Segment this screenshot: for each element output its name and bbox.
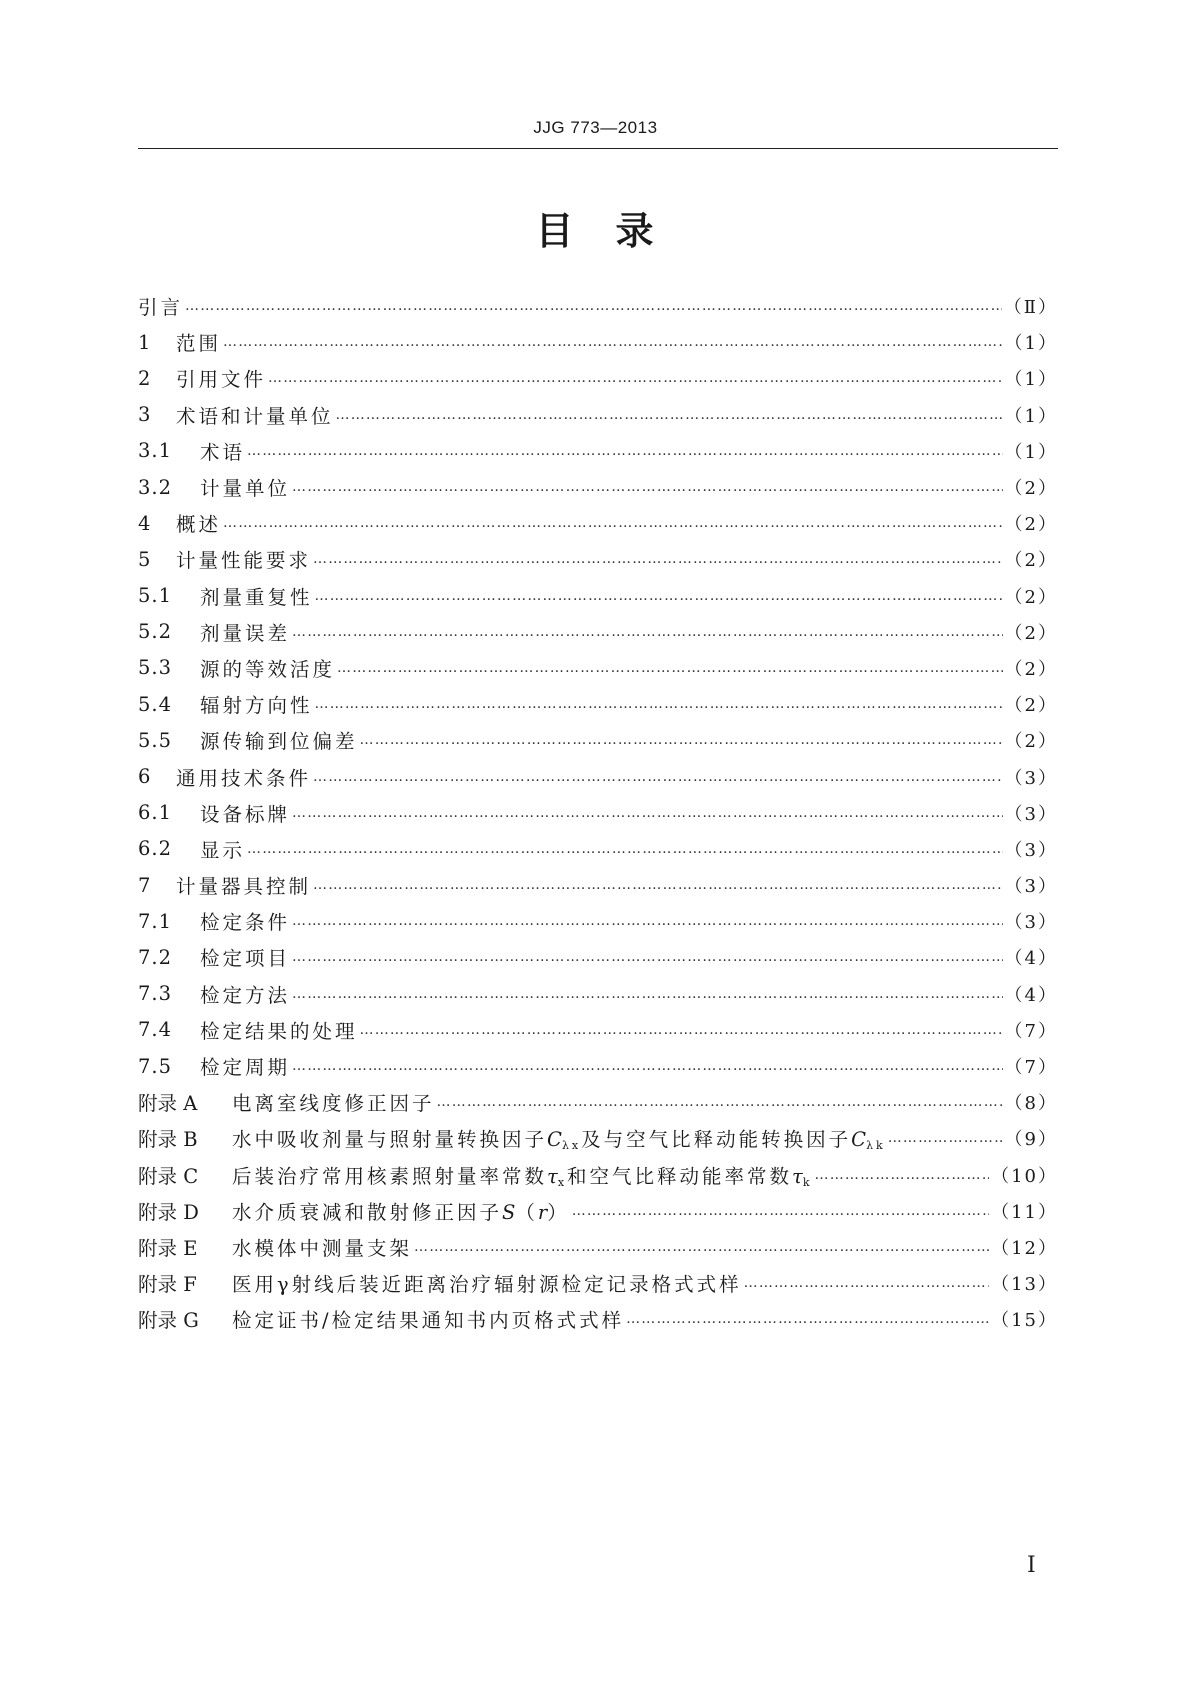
toc-entry-7-1[interactable]: 7.1 检定条件 …………………………………………………………………………………………………………………………………………………………………………………………………… （3） [138,903,1058,939]
page-number: Ⅰ [1027,1553,1036,1578]
toc-entry-7-2[interactable]: 7.2 检定项目 …………………………………………………………………………………………………………………………………………………………………………………………………… （4） [138,939,1058,975]
toc-entry-3[interactable]: 3 术语和计量单位 …………………………………………………………………………………………………………………………………………………………………………………………………… （1） [138,397,1058,433]
standard-code-header: JJG 773—2013 [533,118,658,137]
toc-entry-5-5[interactable]: 5.5 源传输到位偏差 …………………………………………………………………………………………………………………………………………………………………………………………………… （2） [138,722,1058,758]
toc-entry-7[interactable]: 7 计量器具控制 …………………………………………………………………………………………………………………………………………………………………………………………………… （3） [138,867,1058,903]
toc-entry-6-2[interactable]: 6.2 显示 …………………………………………………………………………………………………………………………………………………………………………………………………… （3） [138,831,1058,867]
toc-entry-5-4[interactable]: 5.4 辐射方向性 …………………………………………………………………………………………………………………………………………………………………………………………………… （2） [138,686,1058,722]
toc-entry-7-3[interactable]: 7.3 检定方法 …………………………………………………………………………………………………………………………………………………………………………………………………… （4） [138,976,1058,1012]
toc-entry-3-2[interactable]: 3.2 计量单位 …………………………………………………………………………………………………………………………………………………………………………………………………… （2） [138,469,1058,505]
toc-entry-appendix-a[interactable]: 附录 A 电离室线度修正因子 …………………………………………………………………………………………………………………………………………………………………………………………………… （8） [138,1084,1058,1120]
toc-entry-7-4[interactable]: 7.4 检定结果的处理 …………………………………………………………………………………………………………………………………………………………………………………………………… （7） [138,1012,1058,1048]
toc-entry-5[interactable]: 5 计量性能要求 …………………………………………………………………………………………………………………………………………………………………………………………………… （2） [138,541,1058,577]
toc-entry-6-1[interactable]: 6.1 设备标牌 …………………………………………………………………………………………………………………………………………………………………………………………………… （3） [138,795,1058,831]
toc-entry-preface[interactable]: 引言 …………………………………………………………………………………………………………………………………………………………………………………………………… （Ⅱ） [138,288,1058,324]
toc-entry-2[interactable]: 2 引用文件 …………………………………………………………………………………………………………………………………………………………………………………………………… （1） [138,360,1058,396]
toc-entry-7-5[interactable]: 7.5 检定周期 …………………………………………………………………………………………………………………………………………………………………………………………………… （7） [138,1048,1058,1084]
toc-entry-appendix-b[interactable]: 附录 B 水中吸收剂量与照射量转换因子Cλx及与空气比释动能转换因子Cλk …………………………………………………………………………………………………………………………………………………………………………………………………… （9） [138,1120,1058,1156]
page-title: 目 录 [535,209,656,253]
toc-entry-appendix-d[interactable]: 附录 D 水介质衰减和散射修正因子S（r） …………………………………………………………………………………………………………………………………………………………………………………………………… （11） [138,1193,1058,1229]
toc-entry-5-3[interactable]: 5.3 源的等效活度 …………………………………………………………………………………………………………………………………………………………………………………………………… （2） [138,650,1058,686]
toc-entry-appendix-c[interactable]: 附录 C 后装治疗常用核素照射量率常数τx和空气比释动能率常数τk …………………………………………………………………………………………………………………………………………………………………………………………………… （10） [138,1157,1058,1193]
toc-entry-5-1[interactable]: 5.1 剂量重复性 …………………………………………………………………………………………………………………………………………………………………………………………………… （2） [138,578,1058,614]
toc-entry-1[interactable]: 1 范围 …………………………………………………………………………………………………………………………………………………………………………………………………… （1） [138,324,1058,360]
toc-entry-appendix-g[interactable]: 附录 G 检定证书/检定结果通知书内页格式式样 …………………………………………………………………………………………………………………………………………………………………………………………………… （15） [138,1301,1058,1337]
table-of-contents [138,288,1058,1337]
toc-entry-appendix-f[interactable]: 附录 F 医用γ射线后装近距离治疗辐射源检定记录格式式样 …………………………………………………………………………………………………………………………………………………………………………………………………… （13） [138,1265,1058,1301]
toc-entry-appendix-e[interactable]: 附录 E 水模体中测量支架 …………………………………………………………………………………………………………………………………………………………………………………………………… （12） [138,1229,1058,1265]
toc-entry-5-2[interactable]: 5.2 剂量误差 …………………………………………………………………………………………………………………………………………………………………………………………………… （2） [138,614,1058,650]
toc-entry-3-1[interactable]: 3.1 术语 …………………………………………………………………………………………………………………………………………………………………………………………………… （1） [138,433,1058,469]
header-divider [138,148,1058,149]
toc-entry-4[interactable]: 4 概述 …………………………………………………………………………………………………………………………………………………………………………………………………… （2） [138,505,1058,541]
toc-entry-6[interactable]: 6 通用技术条件 …………………………………………………………………………………………………………………………………………………………………………………………………… （3） [138,758,1058,794]
